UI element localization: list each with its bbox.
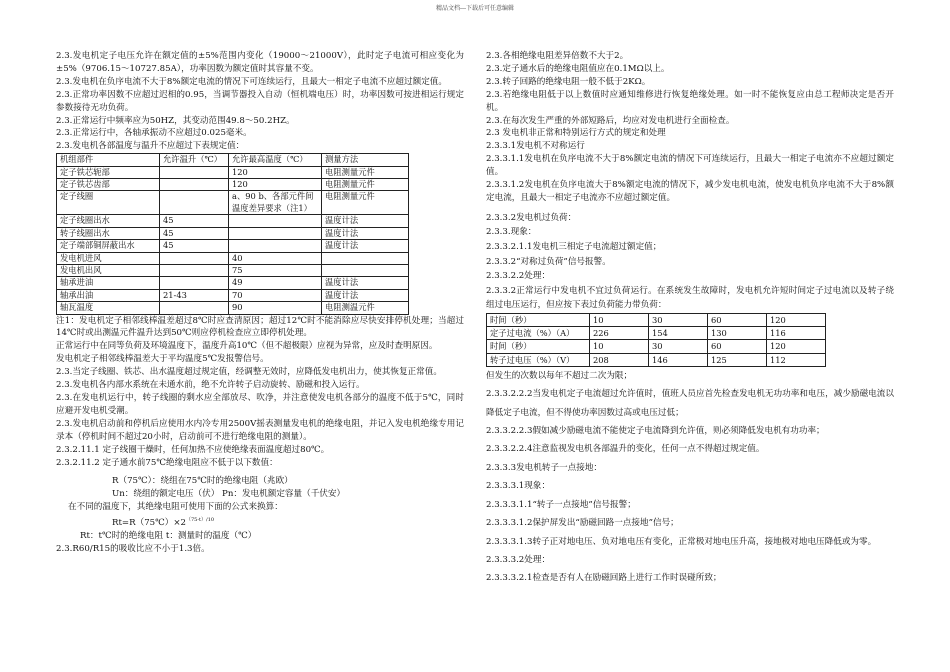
paragraph: 2.3.3.2正常运行中发电机不宜过负荷运行。在系统发生故障时，发电机允许短时间定子过电流以及转子绕组过电压运行，但应按下表过负荷能力带负荷： [486,285,894,311]
table-cell [160,277,229,289]
table-cell [229,215,322,227]
table-cell: 120 [229,166,322,178]
table-cell: 60 [708,314,767,327]
table-row [57,166,409,178]
table-cell: 定子端部铜屏蔽出水 [57,240,160,252]
table-cell: 49 [229,277,322,289]
right-column [486,50,894,588]
table-cell: 40 [229,252,322,264]
header-cell: 机组部件 [57,154,160,166]
table-cell: 112 [767,353,826,366]
paragraph: 2.3.3.2.2处理： [486,271,551,282]
table-cell: 120 [767,340,826,353]
table-cell [160,166,229,178]
table-cell: 电阻测量元件 [322,191,409,215]
row-label: 时间（秒） [487,314,590,327]
paragraph: 发电机定子相邻线棒温差大于平均温度5℃发报警信号。 [56,354,269,365]
header-cell: 允许温升（℃） [160,154,229,166]
paragraph: 但发生的次数以每年不超过二次为限； [486,370,633,381]
table-cell: 130 [708,327,767,340]
formula-rt-def: Rt：t℃时的绝缘电阻 t：测量时的温度（℃） [80,530,257,541]
table-cell [322,252,409,264]
table-cell: 154 [649,327,708,340]
time-row [487,340,826,353]
left-column [56,50,464,556]
paragraph: 2.3.3.现象： [486,227,537,238]
paragraph: 2.3.发电机各内部水系统在未通水前，绝不允许转子启动旋转、励磁和投入运行。 [56,380,365,391]
table-cell: 30 [649,340,708,353]
table-cell: 60 [708,340,767,353]
table-cell: 电阻测量元件 [322,179,409,191]
table-cell: 温度计法 [322,227,409,239]
paragraph: 注1：发电机定子相邻线棒温差超过8℃时应查清原因；超过12℃时不能消除应尽快安排停机处理；当超过14℃时或出测温元件温升达到50℃则应停机检查应立即停机处理。 [56,315,464,339]
paragraph: 2.3.3.3.1现象： [486,481,551,492]
formula-rt-exponent: （75-t）/10 [186,517,215,524]
paragraph: 2.3 发电机非正常和特别运行方式的规定和处理 [486,128,666,139]
table-cell: 116 [767,327,826,340]
paragraph: 2.3.3.1.1发电机在负序电流不大于8%额定电流的情况下可连续运行，且最大一相定子电流亦不应超过额定值。 [486,154,894,178]
table-cell: 120 [229,179,322,191]
table-cell [160,302,229,314]
table-cell [160,264,229,276]
table-cell: 90 [229,302,322,314]
table-cell: 定子线圈出水 [57,215,160,227]
table-cell: 226 [590,327,649,340]
table-cell: 电阻测温元件 [322,302,409,314]
table-cell: 10 [590,340,649,353]
paragraph: 2.3.3.2发电机过负荷： [486,212,577,223]
table-header-row [57,154,409,166]
paragraph: 2.3.3.3.2处理： [486,554,551,565]
paragraph: 2.3.若绝缘电阻低于以上数值时应通知维修进行恢复绝缘处理。如一时不能恢复应由总工程师决定是否开机。 [486,89,894,113]
paragraph: 正常运行中在同等负荷及环境温度下，温度升高10℃（但不超极限）应视为异常，应及时查明原因。 [56,341,438,352]
table-cell: 定子铁芯齿部 [57,179,160,191]
paragraph: 2.3.2.11.2 定子通水前75℃绝缘电阻应不低于以下数值： [56,457,278,468]
paragraph: 2.3.3.3.1.3转子正对地电压、负对地电压有变化，正常极对地电压升高，接地极对地电压降低或为零。 [486,536,877,547]
paragraph: 2.3.3.2.1.1发电机三相定子电流超过额定值； [486,242,662,253]
table-cell: 70 [229,289,322,301]
table-cell: a、90 b、各部元件间温度差异要求（注1） [229,191,322,215]
table-cell [322,264,409,276]
header-cell: 测量方法 [322,154,409,166]
table-cell [160,252,229,264]
paragraph: 2.3.3.3.1.1“转子一点接地”信号报警； [486,499,636,510]
paragraph: 2.3.3.3.1.2保护屏发出“励磁回路一点接地”信号； [486,518,679,529]
formula-rt [56,514,464,530]
table-cell: 30 [649,314,708,327]
row-label: 时间（秒） [487,340,590,353]
rotor-row [487,353,826,366]
paragraph: 2.3.发电机在负序电流不大于8%额定电流的情况下可连续运行，且最大一相定子电流不应超过额定值。 [56,76,447,87]
paragraph: 2.3.定子通水后的绝缘电阻值应在0.1MΩ以上。 [486,63,670,74]
absorption-ratio-note: 2.3.R60/R15的吸收比应不小于1.3倍。 [56,543,210,554]
table-cell: 温度计法 [322,277,409,289]
table-cell: 45 [160,227,229,239]
row-label: 转子过电压（%）（V） [487,353,590,366]
paragraph: 2.3.3.3发电机转子一点接地： [486,462,603,473]
right-paragraphs-top [486,50,894,205]
header-cell: 允许最高温度（℃） [229,154,322,166]
right-paragraphs-middle [486,211,894,313]
table-row [57,191,409,215]
paragraph: 2.3.在每次发生严重的外部短路后，均应对发电机进行全面检查。 [486,115,735,126]
formula-r-def: R（75℃）：绕组在75℃时的绝缘电阻（兆欧） [112,476,293,487]
formula-rt-main: Rt=R（75℃）×2 [112,517,186,528]
table-cell: 10 [590,314,649,327]
left-paragraphs-bottom [56,315,464,470]
table-cell: 轴承出油 [57,289,160,301]
paragraph: 2.3.2.11.1 定子线圈干燥时，任何加热不应使绝缘表面温度超过80℃。 [56,444,330,455]
stator-row [487,327,826,340]
table-cell: 定子铁芯轭部 [57,166,160,178]
paragraph: 2.3.3.2“对称过负荷”信号报警。 [486,256,611,267]
paragraph: 2.3.发电机启动前和停机后应使用水内冷专用2500V摇表测量发电机的绝缘电阻，并记入发电机绝缘专用记录本（停机时间不超过20小时，启动前可不进行绝缘电阻的测量）。 [56,418,464,442]
paragraph: 2.3.正常运行中频率应为50HZ，其变动范围49.8～50.2HZ。 [56,115,295,126]
table-row [57,277,409,289]
table-cell: 208 [590,353,649,366]
table-row [57,215,409,227]
paragraph: 2.3.3.2.2.2当发电机定子电流超过允许值时，值班人员应首先检查发电机无功功率和电压，减少励磁电流以降低定子电流，但不得使功率因数过高或电压过低； [486,389,894,418]
table-row [57,227,409,239]
table-cell: 120 [767,314,826,327]
table-cell: 45 [160,215,229,227]
table-row [57,302,409,314]
table-row [57,179,409,191]
table-cell: 146 [649,353,708,366]
paragraph: 2.3.3.3.2.1检查是否有人在励磁回路上进行工作时误碰所致； [486,573,722,584]
table-cell: 温度计法 [322,289,409,301]
overload-table [486,313,826,367]
paragraph: 2.3.在发电机运行中，转子线圈的剩水应全部放尽、吹净，并注意使发电机各部分的温度不低于5℃，同时应避开发电机受潮。 [56,392,464,416]
table-cell: 电阻测量元件 [322,166,409,178]
table-cell: 温度计法 [322,215,409,227]
table-cell: 轴承进油 [57,277,160,289]
table-cell: 21-43 [160,289,229,301]
table-cell: 发电机进风 [57,252,160,264]
paragraph: 2.3.当定子线圈、铁芯、出水温度超过规定值，经调整无效时，应降低发电机出力，使其恢复正常值。 [56,367,442,378]
right-paragraphs-bottom [486,367,894,588]
formula-lead: 在不同的温度下，其绝缘电阻可使用下面的公式来换算： [68,502,283,513]
table-cell: 发电机出风 [57,264,160,276]
table-cell: 125 [708,353,767,366]
table-cell: 温度计法 [322,240,409,252]
table-row [57,240,409,252]
paragraph: 2.3.正常功率因数不应超过迟相的0.95，当调节器投入自动（恒机端电压）时，功率因数可按进相运行规定参数接待无功负荷。 [56,89,464,113]
page-header: 精品文档---下载后可任意编辑 [435,5,515,12]
temperature-table [56,153,409,314]
table-cell [229,227,322,239]
time-row [487,314,826,327]
left-paragraphs-top [56,50,464,153]
table-cell: 75 [229,264,322,276]
paragraph: 2.3.正常运行中，各轴承振动不应超过0.025毫米。 [56,128,252,139]
table-cell [229,240,322,252]
table-row [57,264,409,276]
table-cell [160,179,229,191]
table-cell: 转子线圈出水 [57,227,160,239]
table-cell: 定子线圈 [57,191,160,215]
table-cell: 轴瓦温度 [57,302,160,314]
row-label: 定子过电流（%）（A） [487,327,590,340]
paragraph: 2.3.发电机定子电压允许在额定值的±5%范围内变化（19000～21000V），此时定子电流可相应变化为±5%（9706.15～10727.85A），功率因数为额定值时其容量不变。 [56,51,464,74]
paragraph: 2.3.3.1.2发电机在负序电流大于8%额定电流的情况下，减少发电机电流，使发电机负序电流不大于8%额定电流，且最大一相定子电流亦不应超过额定值。 [486,180,894,203]
paragraph: 2.3.转子回路的绝缘电阻一般不低于2KΩ。 [486,76,651,87]
paragraph: 2.3.3.2.2.4注意监视发电机各部温升的变化，任何一点不得超过规定值。 [486,444,765,455]
table-row [57,252,409,264]
paragraph: 2.3.3.1发电机不对称运行 [486,141,585,152]
table-cell [160,191,229,215]
table-cell: 45 [160,240,229,252]
paragraph: 2.3.各相绝缘电阻差异倍数不大于2。 [486,51,629,61]
table-row [57,289,409,301]
formula-un-def: Un：绕组的额定电压（伏） Pn：发电机额定容量（千伏安） [112,489,346,500]
paragraph: 2.3.3.2.2.3假如减少励磁电流不能使定子电流降到允许值，则必须降低发电机有功功率； [486,426,825,437]
paragraph: 2.3.发电机各部温度与温升不应超过下表规定值： [56,141,245,152]
